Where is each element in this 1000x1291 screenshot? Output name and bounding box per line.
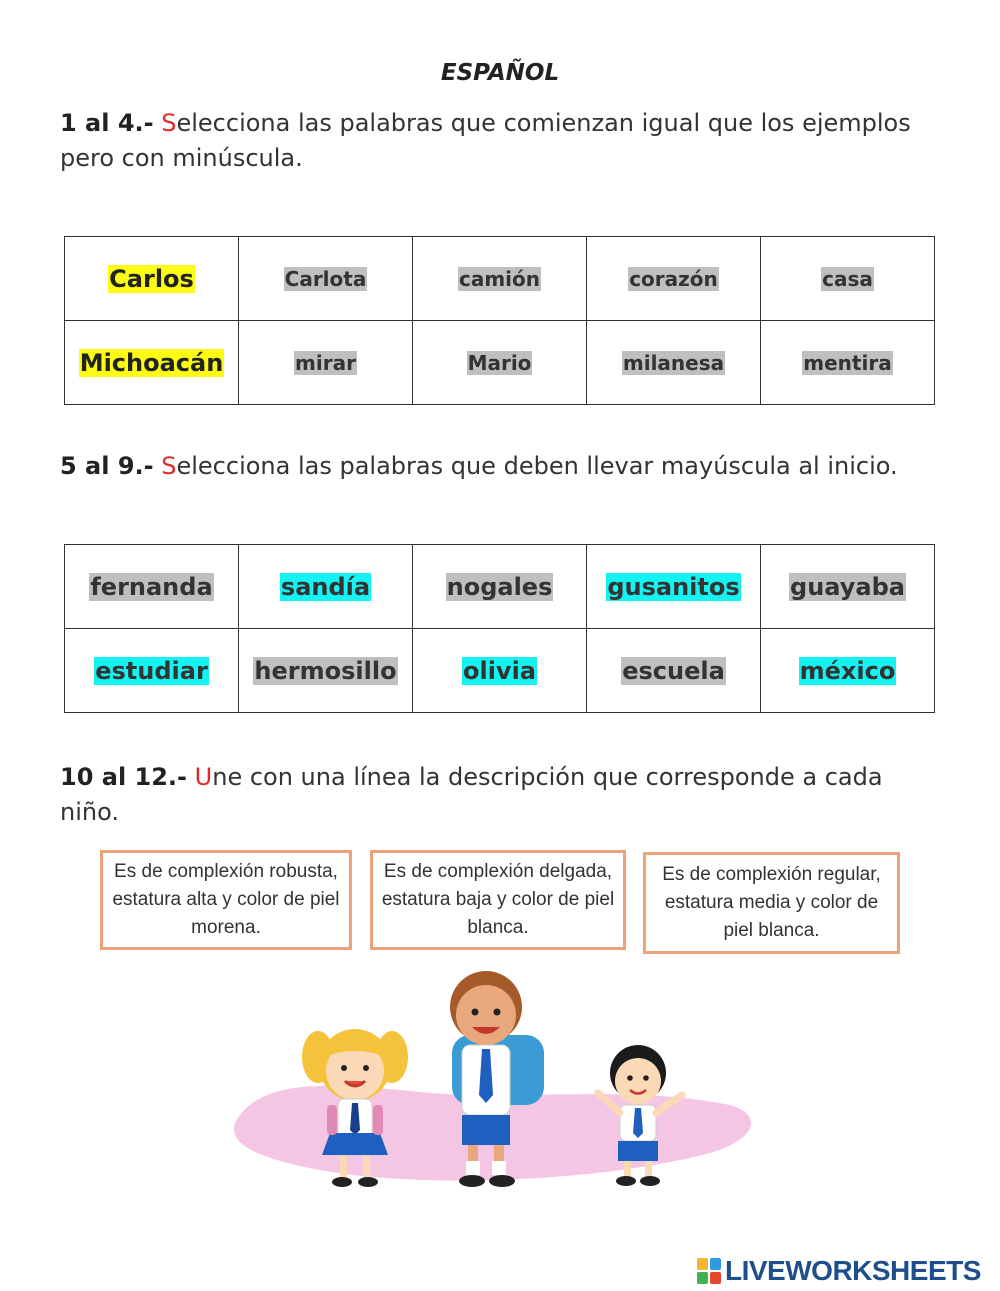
word-option[interactable]: escuela	[622, 656, 725, 685]
table-lowercase	[64, 236, 935, 405]
word-option[interactable]: olivia	[462, 656, 536, 685]
table-row	[65, 321, 935, 405]
description-box[interactable]: Es de complexión robusta, estatura alta y color de piel morena.	[100, 850, 352, 950]
example-word: Michoacán	[79, 348, 224, 377]
word-option[interactable]: guayaba	[790, 572, 905, 601]
instruction-2	[60, 449, 960, 484]
table-cell[interactable]	[239, 321, 413, 405]
instruction-1-first-letter: S	[161, 109, 177, 137]
table-cell	[65, 237, 239, 321]
word-option[interactable]: camión	[458, 266, 541, 291]
word-option[interactable]: estudiar	[95, 656, 208, 685]
instruction-3-first-letter: U	[194, 763, 213, 791]
instruction-2-text: elecciona las palabras que deben llevar mayúscula al inicio.	[176, 452, 898, 480]
table-cell[interactable]	[587, 629, 761, 713]
table-cell[interactable]	[413, 545, 587, 629]
table-cell[interactable]	[413, 629, 587, 713]
example-word: Carlos	[109, 264, 194, 293]
liveworksheets-logo	[697, 1255, 981, 1287]
instruction-1	[60, 106, 940, 176]
word-option[interactable]: Carlota	[284, 266, 367, 291]
word-option[interactable]: mentira	[803, 350, 892, 375]
word-option[interactable]: gusanitos	[607, 572, 740, 601]
table-uppercase	[64, 544, 935, 713]
word-option[interactable]: casa	[822, 266, 873, 291]
table-cell[interactable]	[587, 321, 761, 405]
table-cell[interactable]	[65, 629, 239, 713]
word-option[interactable]: mirar	[295, 350, 356, 375]
instruction-3	[60, 760, 940, 830]
table-cell[interactable]	[239, 629, 413, 713]
logo-text: LIVEWORKSHEETS	[725, 1255, 981, 1286]
table-cell	[65, 321, 239, 405]
table-cell[interactable]	[413, 321, 587, 405]
table-cell[interactable]	[587, 545, 761, 629]
table-cell[interactable]	[761, 545, 935, 629]
liveworksheets-grid-icon	[697, 1258, 721, 1284]
word-option[interactable]: milanesa	[622, 350, 725, 375]
table-cell[interactable]	[761, 629, 935, 713]
table-cell[interactable]	[239, 237, 413, 321]
instruction-2-first-letter: S	[161, 452, 177, 480]
table-cell[interactable]	[761, 321, 935, 405]
word-option[interactable]: nogales	[446, 572, 553, 601]
word-option[interactable]: fernanda	[90, 572, 213, 601]
instruction-1-text: elecciona las palabras que comienzan igual que los ejemplos pero con minúscula.	[60, 109, 911, 172]
table-row	[65, 629, 935, 713]
description-box[interactable]: Es de complexión delgada, estatura baja y color de piel blanca.	[370, 850, 626, 950]
table-cell[interactable]	[413, 237, 587, 321]
table-cell[interactable]	[587, 237, 761, 321]
word-option[interactable]: sandía	[280, 572, 371, 601]
word-option[interactable]: méxico	[799, 656, 896, 685]
table-cell[interactable]	[761, 237, 935, 321]
page-title: ESPAÑOL	[440, 60, 560, 86]
instruction-2-number: 5 al 9.-	[60, 452, 154, 480]
instruction-1-number: 1 al 4.-	[60, 109, 154, 137]
table-cell[interactable]	[239, 545, 413, 629]
table-cell[interactable]	[65, 545, 239, 629]
table-row	[65, 545, 935, 629]
description-box[interactable]: Es de complexión regular, estatura media y color de piel blanca.	[643, 852, 900, 954]
instruction-3-text: ne con una línea la descripción que corresponde a cada niño.	[60, 763, 883, 826]
table-row	[65, 237, 935, 321]
word-option[interactable]: hermosillo	[254, 656, 397, 685]
children-illustration	[230, 965, 760, 1200]
instruction-3-number: 10 al 12.-	[60, 763, 188, 791]
word-option[interactable]: Mario	[467, 350, 532, 375]
word-option[interactable]: corazón	[629, 266, 718, 291]
